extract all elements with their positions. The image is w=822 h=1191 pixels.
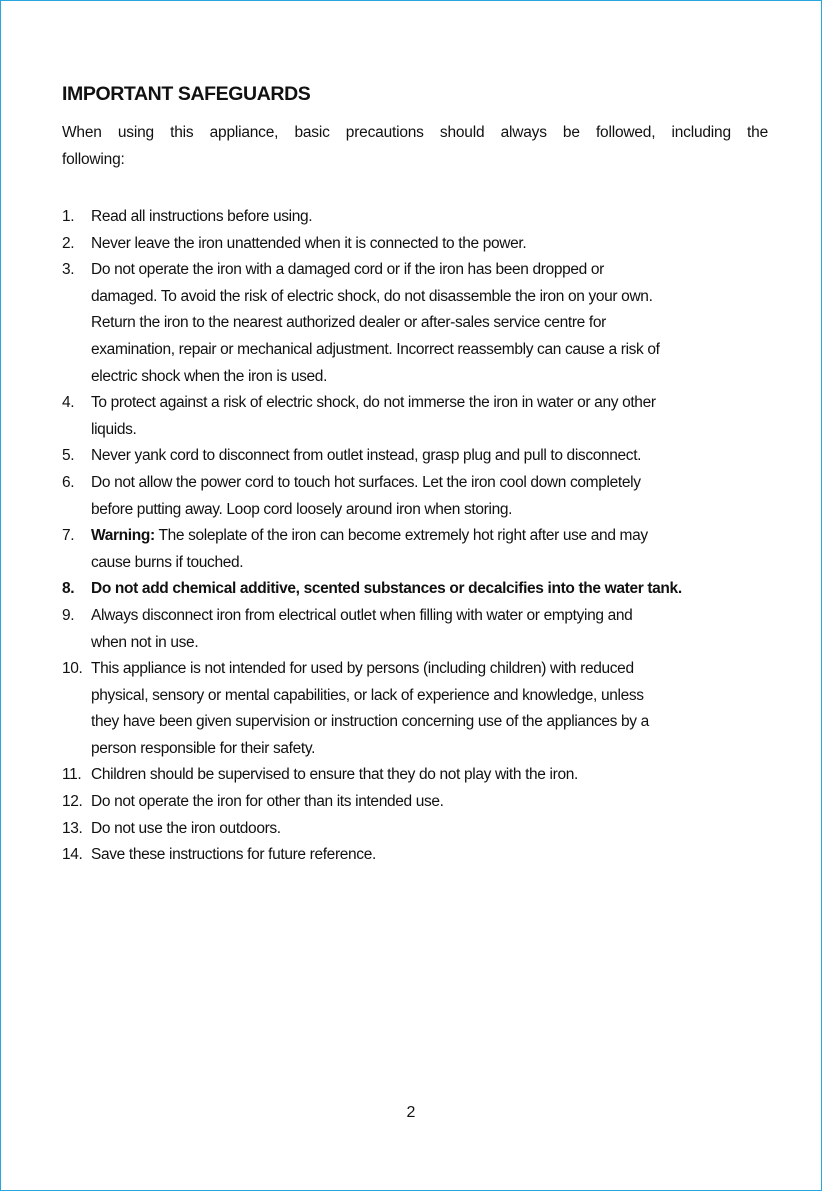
- item-text-line: person responsible for their safety.: [91, 739, 316, 757]
- item-text-line: when not in use.: [91, 633, 199, 651]
- item-text-line: Do not add chemical additive, scented substances or decalcifies into the water tank.: [91, 580, 682, 598]
- item-text-line: liquids.: [91, 420, 137, 438]
- item-number: 8.: [62, 580, 75, 598]
- list-item: [62, 762, 682, 789]
- item-text-line: cause burns if touched.: [91, 553, 244, 571]
- item-number: 11.: [62, 766, 82, 784]
- item-text-line: electric shock when the iron is used.: [91, 367, 328, 385]
- item-number: 10.: [62, 660, 83, 678]
- item-number: 1.: [62, 208, 75, 225]
- item-number: 7.: [62, 527, 75, 545]
- list-item: [62, 523, 682, 576]
- item-text: The soleplate of the iron can become extremely hot right after use and may: [154, 527, 648, 545]
- item-text-line: examination, repair or mechanical adjustment. Incorrect reassembly can cause a risk of: [91, 340, 660, 358]
- list-item: [62, 257, 682, 390]
- item-text-line: To protect against a risk of electric shock, do not immerse the iron in water or any other: [91, 394, 656, 412]
- intro-line: When using this appliance, basic precautions should always be followed, including the: [62, 124, 768, 141]
- list-item: [62, 470, 682, 523]
- warning-label: Warning:: [91, 527, 155, 545]
- list-item: [62, 842, 682, 869]
- item-text-line: Do not operate the iron with a damaged cord or if the iron has been dropped or: [91, 261, 604, 279]
- item-text-line: Do not use the iron outdoors.: [91, 819, 281, 837]
- item-text-line: [91, 523, 682, 550]
- list-item: [62, 443, 682, 470]
- item-text-line: damaged. To avoid the risk of electric shock, do not disassemble the iron on your own.: [91, 287, 653, 305]
- list-item: [62, 656, 682, 762]
- item-text-line: Do not allow the power cord to touch hot surfaces. Let the iron cool down completely: [91, 473, 641, 491]
- list-item: [62, 231, 682, 258]
- item-number: 2.: [62, 234, 75, 252]
- list-item: [62, 204, 682, 231]
- item-text-line: Always disconnect iron from electrical outlet when filling with water or emptying and: [91, 606, 633, 624]
- list-item: [62, 603, 682, 656]
- item-text-line: Never leave the iron unattended when it is connected to the power.: [91, 234, 527, 252]
- list-item: [62, 789, 682, 816]
- item-text-line: Do not operate the iron for other than its intended use.: [91, 793, 444, 811]
- item-text-line: physical, sensory or mental capabilities, or lack of experience and knowledge, unless: [91, 686, 644, 704]
- item-number: 14.: [62, 846, 83, 864]
- item-text-line: they have been given supervision or instruction concerning use of the appliances by a: [91, 713, 649, 731]
- page-title: IMPORTANT SAFEGUARDS: [62, 83, 311, 105]
- safeguards-list: [62, 204, 682, 869]
- intro-line: following:: [62, 151, 125, 168]
- list-item: [62, 816, 682, 843]
- item-text-line: Never yank cord to disconnect from outlet instead, grasp plug and pull to disconnect.: [91, 447, 642, 465]
- item-text-line: Read all instructions before using.: [91, 208, 313, 225]
- item-number: 6.: [62, 473, 75, 491]
- list-item: [62, 390, 682, 443]
- list-item: [62, 576, 682, 603]
- item-number: 4.: [62, 394, 75, 412]
- page-number: 2: [406, 1104, 416, 1121]
- item-text-line: Return the iron to the nearest authorized dealer or after-sales service centre for: [91, 314, 606, 332]
- item-text-line: before putting away. Loop cord loosely around iron when storing.: [91, 500, 513, 518]
- item-number: 12.: [62, 793, 83, 811]
- item-number: 13.: [62, 819, 83, 837]
- item-number: 3.: [62, 261, 75, 279]
- item-number: 5.: [62, 447, 75, 465]
- item-text-line: Save these instructions for future reference.: [91, 846, 376, 864]
- item-number: 9.: [62, 606, 75, 624]
- item-text-line: Children should be supervised to ensure that they do not play with the iron.: [91, 766, 578, 784]
- item-text-line: This appliance is not intended for used by persons (including children) with reduced: [91, 660, 634, 678]
